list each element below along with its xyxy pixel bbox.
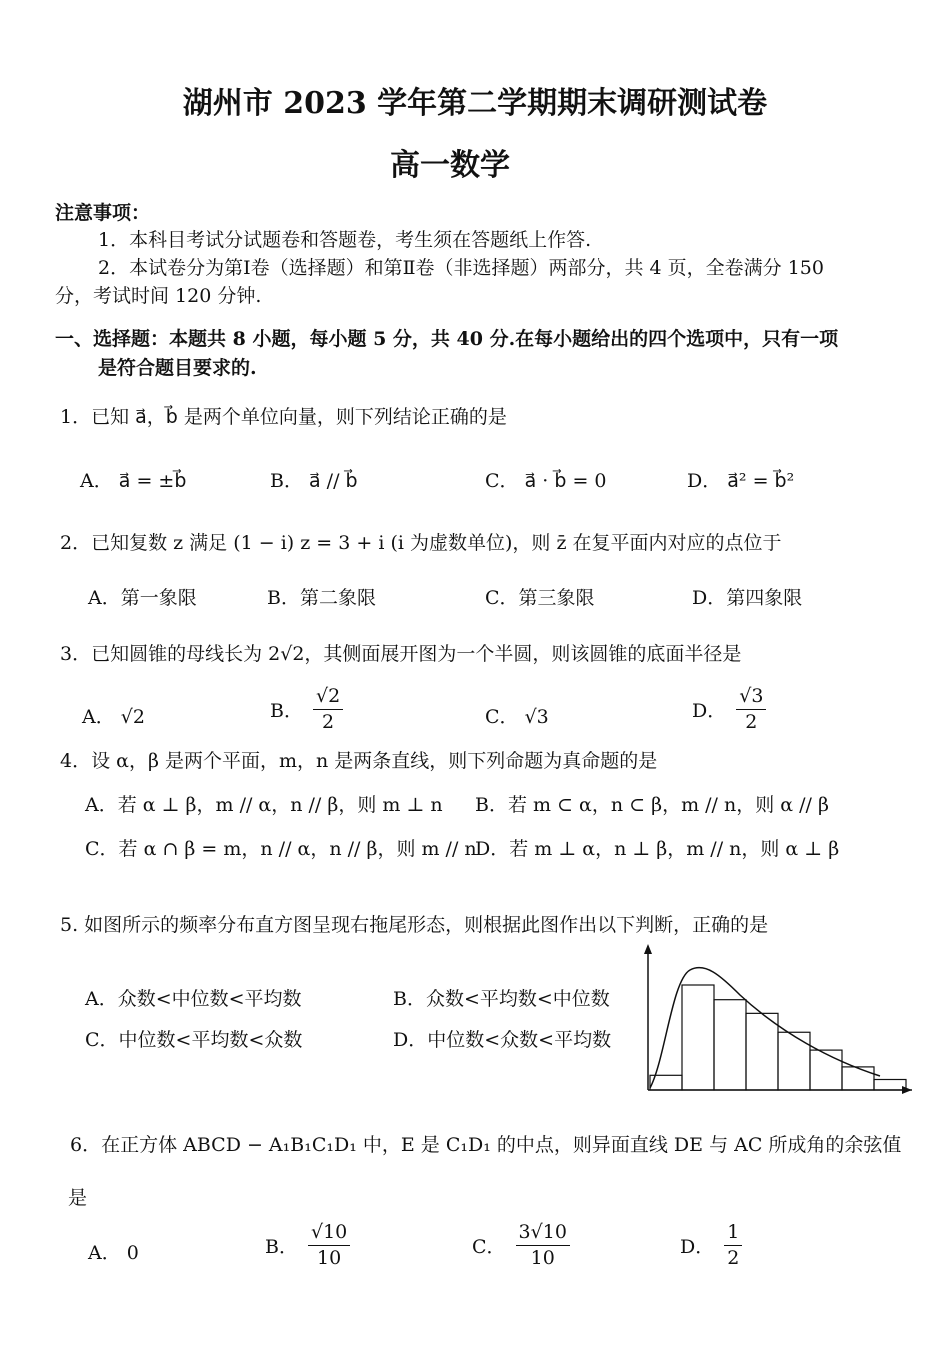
- question-5-stem: 5. 如图所示的频率分布直方图呈现右拖尾形态，则根据此图作出以下判断，正确的是: [60, 914, 769, 936]
- notice-item-2-line-2: 分，考试时间 120 分钟.: [55, 285, 262, 307]
- denominator: 10: [317, 1246, 342, 1269]
- histogram-bar: [778, 1032, 810, 1090]
- numerator: 3√10: [516, 1222, 570, 1246]
- histogram-figure: [630, 940, 920, 1098]
- question-3-option-c: C． √3: [485, 706, 549, 728]
- numerator: 1: [724, 1222, 742, 1246]
- question-5-option-c: C．中位数<平均数<众数: [85, 1029, 303, 1051]
- option-label: D．: [692, 699, 727, 722]
- histogram-bar: [682, 985, 714, 1090]
- notice-heading: 注意事项：: [55, 202, 151, 224]
- exam-subtitle: 高一数学: [390, 148, 510, 183]
- question-6-option-b: [265, 1222, 350, 1269]
- density-curve: [650, 968, 880, 1088]
- denominator: 2: [727, 1246, 740, 1269]
- question-4-stem: 4．设 α，β 是两个平面，m，n 是两条直线，则下列命题为真命题的是: [60, 750, 658, 772]
- histogram-bar: [810, 1050, 842, 1090]
- question-6-option-d: [680, 1222, 742, 1269]
- denominator: 10: [530, 1246, 555, 1269]
- fraction: [516, 1222, 570, 1269]
- y-axis-arrow-icon: [644, 944, 652, 954]
- question-1-stem: 1．已知 a⃗，b⃗ 是两个单位向量，则下列结论正确的是: [60, 406, 507, 428]
- exam-title: 湖州市 2023 学年第二学期期末调研测试卷: [182, 86, 768, 121]
- denominator: 2: [745, 710, 758, 733]
- section-1-line-1: 一、选择题：本题共 8 小题，每小题 5 分，共 40 分.在每小题给出的四个选项中，只有一项: [55, 328, 839, 350]
- histogram-bar: [746, 1013, 778, 1090]
- question-4-option-c: C．若 α ∩ β = m，n // α，n // β，则 m // n: [85, 838, 477, 860]
- fraction: [736, 686, 766, 733]
- fraction: [724, 1222, 742, 1269]
- histogram-bar: [874, 1080, 906, 1091]
- option-label: D．: [680, 1235, 715, 1258]
- question-6-option-c: [472, 1222, 570, 1269]
- option-label: B．: [270, 699, 303, 722]
- question-1-option-b: B． a⃗ // b⃗: [270, 470, 358, 492]
- question-5-option-a: A．众数<中位数<平均数: [85, 988, 302, 1010]
- denominator: 2: [322, 710, 335, 733]
- question-2-option-a: A．第一象限: [88, 587, 197, 609]
- option-label: C．: [472, 1235, 506, 1258]
- question-4-option-a: A．若 α ⊥ β，m // α，n // β，则 m ⊥ n: [85, 794, 443, 816]
- question-5-option-b: B．众数<平均数<中位数: [393, 988, 610, 1010]
- question-1-option-a: A． a⃗ = ±b⃗: [80, 470, 187, 492]
- question-3-option-b: [270, 686, 343, 733]
- question-2-stem: 2．已知复数 z 满足 (1 − i) z = 3 + i (i 为虚数单位)，则 z̄ 在复平面内对应的点位于: [60, 532, 782, 554]
- question-4-option-b: B．若 m ⊂ α，n ⊂ β，m // n，则 α // β: [475, 794, 829, 816]
- question-4-option-d: D．若 m ⊥ α，n ⊥ β，m // n，则 α ⊥ β: [475, 838, 840, 860]
- question-1-option-c: C． a⃗ · b⃗ = 0: [485, 470, 607, 492]
- histogram-bar: [714, 1000, 746, 1090]
- question-3-option-d: [692, 686, 766, 733]
- question-3-option-a: A． √2: [82, 706, 145, 728]
- fraction: [308, 1222, 350, 1269]
- question-2-option-d: D．第四象限: [692, 587, 803, 609]
- question-6-stem-line-1: 6．在正方体 ABCD − A₁B₁C₁D₁ 中，E 是 C₁D₁ 的中点，则异面直线 DE 与 AC 所成角的余弦值: [70, 1134, 902, 1156]
- option-label: B．: [265, 1235, 298, 1258]
- notice-item-1: 1．本科目考试分试题卷和答题卷，考生须在答题纸上作答.: [98, 229, 592, 251]
- question-2-option-c: C．第三象限: [485, 587, 595, 609]
- numerator: √2: [313, 686, 343, 710]
- question-6-stem-line-2: 是: [68, 1187, 88, 1209]
- question-5-option-d: D．中位数<众数<平均数: [393, 1029, 612, 1051]
- question-1-option-d: D． a⃗² = b⃗²: [687, 470, 795, 492]
- fraction: [313, 686, 343, 733]
- question-2-option-b: B．第二象限: [267, 587, 376, 609]
- question-3-stem: 3．已知圆锥的母线长为 2√2，其侧面展开图为一个半圆，则该圆锥的底面半径是: [60, 643, 742, 665]
- histogram-bar: [842, 1067, 874, 1090]
- numerator: √10: [308, 1222, 350, 1246]
- question-6-option-a: A． 0: [88, 1242, 139, 1264]
- section-1-line-2: 是符合题目要求的.: [98, 357, 257, 379]
- notice-item-2-line-1: 2．本试卷分为第Ⅰ卷（选择题）和第Ⅱ卷（非选择题）两部分，共 4 页，全卷满分 150: [98, 257, 824, 279]
- numerator: √3: [736, 686, 766, 710]
